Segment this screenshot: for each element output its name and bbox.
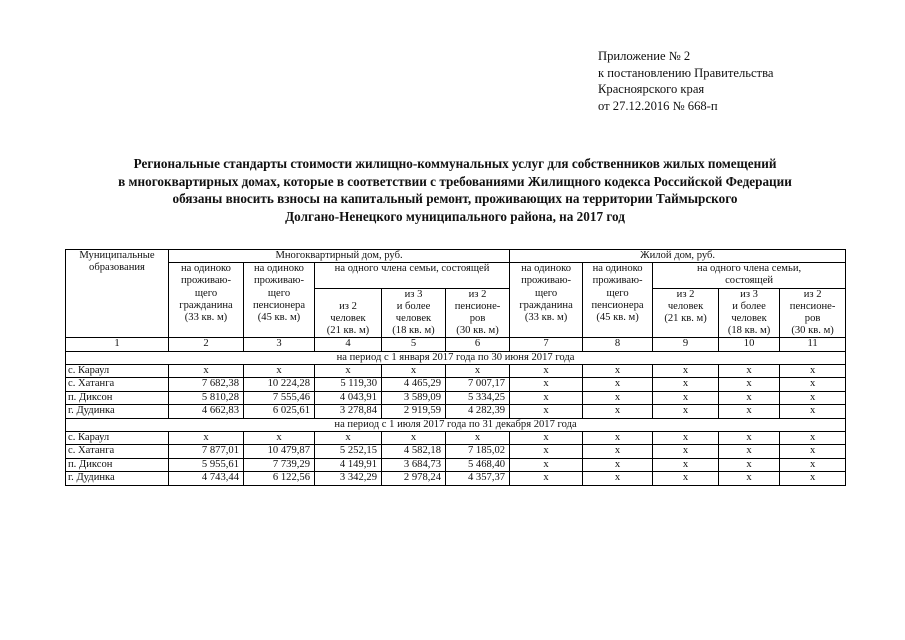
header-text: на одиноко: [181, 263, 231, 275]
value-cell: х: [653, 364, 719, 378]
header-text: на одиноко: [592, 263, 643, 275]
value-cell: 2 978,24: [382, 472, 446, 486]
header-two-people: [315, 288, 382, 338]
header-text: из 2: [468, 288, 487, 300]
value-cell: х: [653, 472, 719, 486]
header-text: ров: [804, 313, 821, 325]
value-cell: 4 357,37: [446, 472, 510, 486]
header-single-citizen: [169, 263, 244, 338]
header-text: на одного члена семьи,: [697, 263, 802, 275]
header-three-people: [382, 288, 446, 338]
column-number-cell: 2: [169, 338, 244, 351]
value-cell: х: [510, 405, 583, 419]
header-two-people-house: [653, 288, 719, 338]
header-text: (18 кв. м): [392, 325, 435, 337]
header-text: человек: [330, 312, 366, 324]
title-line: Региональные стандарты стоимости жилищно-коммунальных услуг для собственников жилых помещений: [133, 156, 777, 171]
value-cell: х: [719, 458, 780, 472]
header-text: (18 кв. м): [727, 325, 771, 337]
header-three-people-house: [719, 288, 780, 338]
value-cell: х: [780, 472, 846, 486]
value-cell: х: [780, 445, 846, 459]
header-text: состоящей: [725, 275, 774, 287]
value-cell: 3 589,09: [382, 391, 446, 405]
header-text: (30 кв. м): [456, 325, 499, 337]
value-cell: х: [510, 458, 583, 472]
value-cell: х: [510, 431, 583, 445]
header-row-1: [66, 250, 846, 263]
period-row: [66, 351, 846, 364]
appendix-block: [598, 48, 773, 114]
header-text: из 3: [740, 288, 758, 300]
title-line: в многоквартирных домах, которые в соответствии с требованиями Жилищного кодекса Российской Федерации: [118, 173, 792, 189]
value-cell: х: [446, 364, 510, 378]
value-cell: х: [583, 405, 653, 419]
value-cell: х: [780, 391, 846, 405]
table-row: [66, 391, 846, 405]
header-text: Муниципальные: [79, 250, 155, 261]
header-text: (21 кв. м): [326, 325, 370, 337]
header-text: ров: [469, 313, 486, 325]
header-text: (45 кв. м): [596, 312, 639, 324]
appendix-line: Красноярского края: [598, 82, 705, 96]
value-cell: х: [719, 445, 780, 459]
value-cell: х: [653, 445, 719, 459]
header-family-member: на одного члена семьи, состоящей: [315, 263, 510, 288]
value-cell: х: [780, 431, 846, 445]
municipality-cell: с. Караул: [66, 364, 169, 378]
value-cell: х: [583, 378, 653, 392]
header-text: и более: [732, 300, 766, 312]
header-text: на одиноко: [254, 263, 304, 275]
value-cell: х: [315, 364, 382, 378]
header-text: гражданина: [519, 299, 573, 311]
header-text: проживаю-: [254, 275, 304, 287]
header-two-pensioners-house: [780, 288, 846, 338]
value-cell: 4 465,29: [382, 378, 446, 392]
value-cell: 5 810,28: [169, 391, 244, 405]
header-text: щего: [194, 287, 218, 299]
header-spacer: [317, 289, 379, 301]
header-text: щего: [606, 287, 629, 299]
value-cell: 5 955,61: [169, 458, 244, 472]
value-cell: х: [780, 364, 846, 378]
header-text: человек: [395, 313, 432, 325]
table-row: [66, 378, 846, 392]
period-label: на период с 1 января 2017 года по 30 июня 2017 года: [66, 351, 846, 364]
value-cell: 5 252,15: [315, 445, 382, 459]
column-number-cell: 11: [780, 338, 846, 351]
column-number-cell: 9: [653, 338, 719, 351]
value-cell: 6 122,56: [244, 472, 315, 486]
value-cell: 3 342,29: [315, 472, 382, 486]
header-text: (45 кв. м): [257, 312, 301, 324]
value-cell: х: [583, 458, 653, 472]
header-text: проживаю-: [521, 275, 572, 287]
value-cell: 4 282,39: [446, 405, 510, 419]
value-cell: х: [446, 431, 510, 445]
value-cell: х: [583, 431, 653, 445]
value-cell: 4 662,83: [169, 405, 244, 419]
header-text: проживаю-: [592, 275, 643, 287]
column-number-cell: 1: [66, 338, 169, 351]
column-number-cell: 10: [719, 338, 780, 351]
header-row-2: [66, 263, 846, 288]
column-number-cell: 3: [244, 338, 315, 351]
value-cell: х: [719, 405, 780, 419]
header-single-pensioner-house: [583, 263, 653, 338]
appendix-line: Приложение № 2: [598, 49, 691, 63]
value-cell: 5 334,25: [446, 391, 510, 405]
value-cell: 7 185,02: [446, 445, 510, 459]
header-text: человек: [667, 300, 704, 312]
value-cell: 2 919,59: [382, 405, 446, 419]
value-cell: 5 468,40: [446, 458, 510, 472]
municipality-cell: п. Диксон: [66, 458, 169, 472]
value-cell: х: [780, 405, 846, 419]
value-cell: 3 278,84: [315, 405, 382, 419]
value-cell: х: [382, 431, 446, 445]
value-cell: 7 877,01: [169, 445, 244, 459]
table-row: [66, 364, 846, 378]
column-number-row: [66, 338, 846, 351]
value-cell: 6 025,61: [244, 405, 315, 419]
value-cell: х: [583, 472, 653, 486]
value-cell: х: [719, 364, 780, 378]
value-cell: х: [169, 364, 244, 378]
appendix-line: от 27.12.2016 № 668-п: [598, 98, 718, 113]
header-text: проживаю-: [181, 275, 231, 287]
value-cell: х: [244, 431, 315, 445]
header-text: на одиноко: [521, 263, 572, 275]
header-house-group: Жилой дом, руб.: [510, 250, 846, 263]
header-text: из 2: [803, 288, 822, 300]
table-row: [66, 431, 846, 445]
header-text: гражданина: [179, 299, 233, 311]
value-cell: х: [510, 472, 583, 486]
value-cell: х: [653, 431, 719, 445]
header-text: из 2: [339, 300, 357, 312]
municipality-cell: с. Хатанга: [66, 378, 169, 392]
value-cell: х: [780, 378, 846, 392]
header-single-citizen-house: [510, 263, 583, 338]
value-cell: 7 739,29: [244, 458, 315, 472]
value-cell: х: [583, 391, 653, 405]
column-number-cell: 7: [510, 338, 583, 351]
header-two-pensioners: [446, 288, 510, 338]
value-cell: 5 119,30: [315, 378, 382, 392]
header-text: (30 кв. м): [791, 325, 834, 337]
value-cell: 7 682,38: [169, 378, 244, 392]
value-cell: х: [719, 391, 780, 405]
value-cell: 4 743,44: [169, 472, 244, 486]
value-cell: 7 007,17: [446, 378, 510, 392]
value-cell: 10 224,28: [244, 378, 315, 392]
header-family-member-house: [653, 263, 846, 288]
municipality-cell: г. Дудинка: [66, 472, 169, 486]
municipality-cell: с. Хатанга: [66, 445, 169, 459]
header-text: из 3: [404, 288, 423, 300]
header-text: пенсионера: [252, 299, 306, 311]
value-cell: х: [583, 445, 653, 459]
value-cell: х: [653, 391, 719, 405]
period-row: [66, 418, 846, 431]
municipality-cell: г. Дудинка: [66, 405, 169, 419]
value-cell: 4 043,91: [315, 391, 382, 405]
standards-table: [65, 249, 846, 486]
table-body: [66, 351, 846, 485]
municipality-cell: п. Диксон: [66, 391, 169, 405]
value-cell: 4 582,18: [382, 445, 446, 459]
header-text: пенсионера: [591, 299, 644, 311]
table-row: [66, 445, 846, 459]
header-text: из 2: [676, 288, 695, 300]
header-text: щего: [267, 287, 291, 299]
value-cell: х: [653, 458, 719, 472]
value-cell: 10 479,87: [244, 445, 315, 459]
value-cell: х: [510, 378, 583, 392]
header-text: (21 кв. м): [664, 313, 707, 325]
value-cell: 4 149,91: [315, 458, 382, 472]
header-single-pensioner: [244, 263, 315, 338]
column-number-cell: 8: [583, 338, 653, 351]
header-text: образования: [89, 262, 145, 274]
municipality-cell: с. Караул: [66, 431, 169, 445]
header-text: человек: [731, 313, 767, 325]
value-cell: х: [719, 431, 780, 445]
value-cell: х: [244, 364, 315, 378]
header-text: пенсионе-: [454, 300, 501, 312]
document-title: [60, 155, 850, 225]
header-municipal: [66, 250, 169, 338]
value-cell: 7 555,46: [244, 391, 315, 405]
value-cell: 3 684,73: [382, 458, 446, 472]
value-cell: х: [583, 364, 653, 378]
column-number-cell: 4: [315, 338, 382, 351]
column-number-cell: 6: [446, 338, 510, 351]
value-cell: х: [382, 364, 446, 378]
value-cell: х: [510, 364, 583, 378]
value-cell: х: [719, 472, 780, 486]
period-label: на период с 1 июля 2017 года по 31 декабря 2017 года: [66, 418, 846, 431]
table-row: [66, 458, 846, 472]
header-text: и более: [396, 300, 431, 312]
header-text: щего: [534, 287, 558, 299]
header-text: (33 кв. м): [524, 312, 568, 324]
title-line: обязаны вносить взносы на капитальный ремонт, проживающих на территории Таймырского: [172, 191, 738, 207]
appendix-line: к постановлению Правительства: [598, 65, 774, 80]
value-cell: х: [653, 378, 719, 392]
value-cell: х: [510, 391, 583, 405]
table-row: [66, 472, 846, 486]
header-apartment-group: Многоквартирный дом, руб.: [169, 250, 510, 263]
value-cell: х: [780, 458, 846, 472]
header-text: (33 кв. м): [184, 312, 228, 324]
title-line: Долгано-Ненецкого муниципального района, на 2017 год: [285, 208, 625, 224]
value-cell: х: [315, 431, 382, 445]
value-cell: х: [719, 378, 780, 392]
table-row: [66, 405, 846, 419]
value-cell: х: [510, 445, 583, 459]
header-text: пенсионе-: [789, 300, 836, 312]
value-cell: х: [653, 405, 719, 419]
value-cell: х: [169, 431, 244, 445]
column-number-cell: 5: [382, 338, 446, 351]
